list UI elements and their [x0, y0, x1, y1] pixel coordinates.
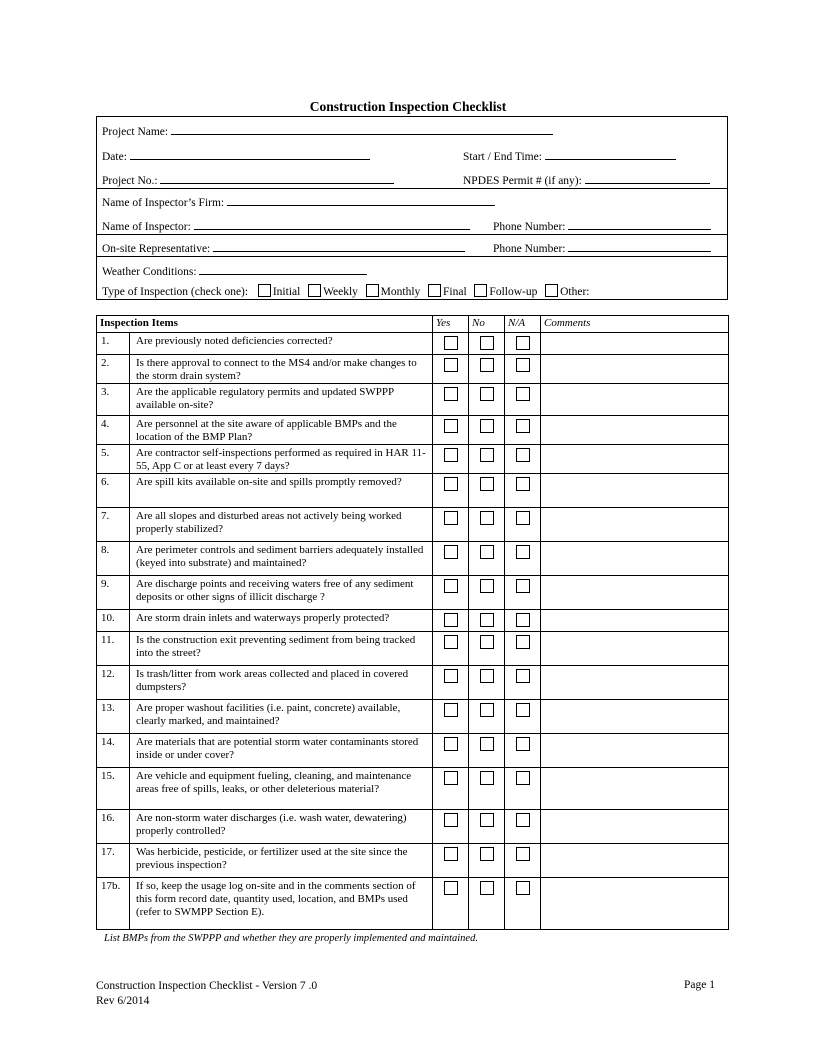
date-field[interactable]: [102, 148, 370, 163]
inspector-name-line[interactable]: [194, 218, 470, 230]
na-cell: [505, 666, 541, 700]
type-final-label: Final: [443, 286, 467, 298]
yes-cell: [433, 508, 469, 542]
na-cell: [505, 542, 541, 576]
inspector-phone-field[interactable]: [493, 218, 711, 233]
comments-cell[interactable]: [541, 734, 729, 768]
na-checkbox[interactable]: [516, 737, 530, 751]
item-question: Are discharge points and receiving waters free of any sediment deposits or other signs of illicit discharge ?: [130, 576, 433, 610]
item-question: Was herbicide, pesticide, or fertilizer used at the site since the previous inspection?: [130, 844, 433, 878]
item-number: 9.: [97, 576, 130, 610]
no-cell: [469, 768, 505, 810]
na-checkbox[interactable]: [516, 336, 530, 350]
table-row: [97, 666, 729, 700]
na-cell: [505, 355, 541, 384]
yes-cell: [433, 810, 469, 844]
yes-checkbox[interactable]: [444, 511, 458, 525]
date-line[interactable]: [130, 148, 370, 160]
item-number: 11.: [97, 632, 130, 666]
project-name-field[interactable]: [102, 123, 553, 138]
type-other-label: Other:: [560, 286, 590, 298]
start-end-time-field[interactable]: [463, 148, 676, 163]
na-checkbox[interactable]: [516, 545, 530, 559]
project-no-field[interactable]: [102, 172, 394, 187]
no-checkbox[interactable]: [480, 579, 494, 593]
yes-checkbox[interactable]: [444, 771, 458, 785]
no-cell: [469, 632, 505, 666]
item-number: 1.: [97, 333, 130, 355]
yes-checkbox[interactable]: [444, 635, 458, 649]
item-question: Are contractor self-inspections performed as required in HAR 11-55, App C or at least every 7 days?: [130, 445, 433, 474]
type-final-option[interactable]: [428, 286, 467, 298]
yes-checkbox[interactable]: [444, 477, 458, 491]
yes-cell: [433, 734, 469, 768]
comments-cell[interactable]: [541, 416, 729, 445]
no-checkbox[interactable]: [480, 813, 494, 827]
item-number: 16.: [97, 810, 130, 844]
item-question: Are proper washout facilities (i.e. paint, concrete) available, clearly marked, and maintained?: [130, 700, 433, 734]
checkbox[interactable]: [545, 284, 558, 297]
type-monthly-label: Monthly: [380, 286, 421, 298]
no-cell: [469, 333, 505, 355]
item-number: 3.: [97, 384, 130, 416]
inspector-phone-line[interactable]: [568, 218, 711, 230]
checkbox[interactable]: [258, 284, 271, 297]
na-checkbox[interactable]: [516, 847, 530, 861]
start-end-time-line[interactable]: [545, 148, 676, 160]
item-question: Are materials that are potential storm water contaminants stored inside or under cover?: [130, 734, 433, 768]
na-cell: [505, 333, 541, 355]
item-question: Are the applicable regulatory permits and updated SWPPP available on-site?: [130, 384, 433, 416]
table-row: [97, 474, 729, 508]
no-header: No: [469, 316, 505, 333]
inspector-name-field[interactable]: [102, 218, 470, 233]
npdes-permit-label: NPDES Permit # (if any):: [463, 175, 582, 187]
project-info-box: [96, 116, 728, 300]
item-number: 13.: [97, 700, 130, 734]
onsite-rep-label: On-site Representative:: [102, 243, 211, 255]
yes-checkbox[interactable]: [444, 847, 458, 861]
checkbox[interactable]: [366, 284, 379, 297]
yes-checkbox[interactable]: [444, 336, 458, 350]
yes-checkbox[interactable]: [444, 613, 458, 627]
na-checkbox[interactable]: [516, 448, 530, 462]
table-row: [97, 700, 729, 734]
table-row: [97, 632, 729, 666]
na-cell: [505, 844, 541, 878]
comments-cell[interactable]: [541, 768, 729, 810]
na-cell: [505, 700, 541, 734]
yes-checkbox[interactable]: [444, 358, 458, 372]
comments-cell[interactable]: [541, 878, 729, 930]
no-checkbox[interactable]: [480, 613, 494, 627]
yes-checkbox[interactable]: [444, 448, 458, 462]
na-checkbox[interactable]: [516, 419, 530, 433]
yes-cell: [433, 384, 469, 416]
start-end-time-label: Start / End Time:: [463, 151, 542, 163]
inspector-name-label: Name of Inspector:: [102, 221, 191, 233]
yes-checkbox[interactable]: [444, 737, 458, 751]
yes-cell: [433, 768, 469, 810]
item-number: 2.: [97, 355, 130, 384]
no-cell: [469, 576, 505, 610]
table-row: [97, 576, 729, 610]
no-checkbox[interactable]: [480, 545, 494, 559]
comments-cell[interactable]: [541, 384, 729, 416]
no-cell: [469, 844, 505, 878]
no-checkbox[interactable]: [480, 737, 494, 751]
item-number: 7.: [97, 508, 130, 542]
bmp-note: List BMPs from the SWPPP and whether they are properly implemented and maintained.: [104, 933, 478, 944]
no-cell: [469, 542, 505, 576]
table-row: [97, 734, 729, 768]
no-checkbox[interactable]: [480, 448, 494, 462]
yes-cell: [433, 700, 469, 734]
divider: [97, 188, 727, 189]
yes-checkbox[interactable]: [444, 703, 458, 717]
na-cell: [505, 810, 541, 844]
table-row: [97, 542, 729, 576]
type-weekly-option[interactable]: [308, 286, 358, 298]
no-checkbox[interactable]: [480, 358, 494, 372]
comments-cell[interactable]: [541, 666, 729, 700]
no-checkbox[interactable]: [480, 387, 494, 401]
na-cell: [505, 576, 541, 610]
item-question: Are perimeter controls and sediment barriers adequately installed (keyed into substrate) and maintained?: [130, 542, 433, 576]
na-checkbox[interactable]: [516, 881, 530, 895]
footer-revision: Rev 6/2014: [96, 995, 150, 1007]
table-row: [97, 333, 729, 355]
divider: [97, 234, 727, 235]
footer-left: [96, 979, 317, 1009]
table-row: [97, 355, 729, 384]
item-number: 12.: [97, 666, 130, 700]
divider: [97, 256, 727, 257]
yes-cell: [433, 445, 469, 474]
type-initial-label: Initial: [272, 286, 301, 298]
na-checkbox[interactable]: [516, 635, 530, 649]
yes-cell: [433, 333, 469, 355]
inspection-type-label: Type of Inspection (check one):: [102, 286, 249, 298]
no-cell: [469, 810, 505, 844]
item-number: 10.: [97, 610, 130, 632]
item-question: Are all slopes and disturbed areas not actively being worked properly stabilized?: [130, 508, 433, 542]
table-row: [97, 416, 729, 445]
no-cell: [469, 878, 505, 930]
table-row: [97, 810, 729, 844]
comments-cell[interactable]: [541, 508, 729, 542]
na-checkbox[interactable]: [516, 358, 530, 372]
onsite-phone-line[interactable]: [568, 240, 711, 252]
no-cell: [469, 416, 505, 445]
no-checkbox[interactable]: [480, 703, 494, 717]
comments-cell[interactable]: [541, 576, 729, 610]
inspector-phone-label: Phone Number:: [493, 221, 566, 233]
no-checkbox[interactable]: [480, 419, 494, 433]
table-row: [97, 384, 729, 416]
na-cell: [505, 878, 541, 930]
no-cell: [469, 445, 505, 474]
inspection-items-header: Inspection Items: [97, 316, 433, 333]
na-checkbox[interactable]: [516, 387, 530, 401]
na-checkbox[interactable]: [516, 511, 530, 525]
onsite-phone-label: Phone Number:: [493, 243, 566, 255]
table-row: [97, 445, 729, 474]
checkbox[interactable]: [474, 284, 487, 297]
comments-cell[interactable]: [541, 810, 729, 844]
yes-cell: [433, 878, 469, 930]
comments-cell[interactable]: [541, 333, 729, 355]
yes-checkbox[interactable]: [444, 419, 458, 433]
yes-cell: [433, 610, 469, 632]
table-row: [97, 768, 729, 810]
comments-cell[interactable]: [541, 844, 729, 878]
no-checkbox[interactable]: [480, 847, 494, 861]
weather-label: Weather Conditions:: [102, 266, 197, 278]
footer-version: Construction Inspection Checklist - Version 7 .0: [96, 980, 318, 992]
na-cell: [505, 384, 541, 416]
document-title: Construction Inspection Checklist: [309, 99, 507, 114]
inspector-firm-field[interactable]: [102, 194, 495, 209]
item-number: 5.: [97, 445, 130, 474]
item-question: Are storm drain inlets and waterways properly protected?: [130, 610, 433, 632]
na-cell: [505, 508, 541, 542]
no-cell: [469, 474, 505, 508]
weather-field[interactable]: [102, 263, 367, 278]
onsite-rep-line[interactable]: [213, 240, 465, 252]
type-monthly-option[interactable]: [366, 286, 421, 298]
na-checkbox[interactable]: [516, 813, 530, 827]
no-cell: [469, 666, 505, 700]
project-name-line[interactable]: [171, 123, 553, 135]
type-other-option[interactable]: [545, 286, 589, 298]
type-followup-option[interactable]: [474, 286, 537, 298]
na-cell: [505, 632, 541, 666]
no-checkbox[interactable]: [480, 511, 494, 525]
no-cell: [469, 610, 505, 632]
no-checkbox[interactable]: [480, 477, 494, 491]
na-header: N/A: [505, 316, 541, 333]
item-question: Are personnel at the site aware of applicable BMPs and the location of the BMP Plan?: [130, 416, 433, 445]
na-cell: [505, 445, 541, 474]
item-question: If so, keep the usage log on-site and in the comments section of this form record date, quantity used, location, and BMPs used (refer to SWMPP Section E).: [130, 878, 433, 930]
na-checkbox[interactable]: [516, 579, 530, 593]
yes-checkbox[interactable]: [444, 545, 458, 559]
yes-cell: [433, 355, 469, 384]
item-number: 17b.: [97, 878, 130, 930]
item-question: Is there approval to connect to the MS4 and/or make changes to the storm drain system?: [130, 355, 433, 384]
no-cell: [469, 508, 505, 542]
item-question: Is the construction exit preventing sediment from being tracked into the street?: [130, 632, 433, 666]
yes-header: Yes: [433, 316, 469, 333]
na-cell: [505, 474, 541, 508]
checkbox[interactable]: [308, 284, 321, 297]
inspector-firm-label: Name of Inspector’s Firm:: [102, 197, 225, 209]
npdes-permit-line[interactable]: [585, 172, 710, 184]
type-followup-label: Follow-up: [489, 286, 538, 298]
no-cell: [469, 384, 505, 416]
table-row: [97, 878, 729, 930]
footer-page-number: Page 1: [684, 979, 715, 991]
onsite-phone-field[interactable]: [493, 240, 711, 255]
yes-cell: [433, 576, 469, 610]
inspection-type-row: [102, 284, 589, 298]
comments-cell[interactable]: [541, 610, 729, 632]
comments-header: Comments: [541, 316, 729, 333]
na-cell: [505, 768, 541, 810]
project-no-line[interactable]: [160, 172, 394, 184]
project-name-label: Project Name:: [102, 126, 169, 138]
item-number: 6.: [97, 474, 130, 508]
comments-cell[interactable]: [541, 700, 729, 734]
yes-cell: [433, 542, 469, 576]
na-checkbox[interactable]: [516, 477, 530, 491]
item-number: 8.: [97, 542, 130, 576]
no-cell: [469, 700, 505, 734]
no-checkbox[interactable]: [480, 881, 494, 895]
na-cell: [505, 610, 541, 632]
no-checkbox[interactable]: [480, 669, 494, 683]
table-header-row: [97, 316, 729, 333]
type-initial-option[interactable]: [258, 286, 300, 298]
inspector-firm-line[interactable]: [227, 194, 495, 206]
na-cell: [505, 416, 541, 445]
no-cell: [469, 355, 505, 384]
comments-cell[interactable]: [541, 542, 729, 576]
na-cell: [505, 734, 541, 768]
project-no-label: Project No.:: [102, 175, 158, 187]
no-cell: [469, 734, 505, 768]
item-question: Is trash/litter from work areas collected and placed in covered dumpsters?: [130, 666, 433, 700]
yes-checkbox[interactable]: [444, 669, 458, 683]
na-checkbox[interactable]: [516, 771, 530, 785]
yes-checkbox[interactable]: [444, 387, 458, 401]
table-row: [97, 508, 729, 542]
date-label: Date:: [102, 151, 127, 163]
yes-cell: [433, 416, 469, 445]
type-weekly-label: Weekly: [323, 286, 358, 298]
table-row: [97, 610, 729, 632]
item-question: Are spill kits available on-site and spills promptly removed?: [130, 474, 433, 508]
comments-cell[interactable]: [541, 355, 729, 384]
yes-checkbox[interactable]: [444, 579, 458, 593]
table-row: [97, 844, 729, 878]
item-number: 17.: [97, 844, 130, 878]
comments-cell[interactable]: [541, 474, 729, 508]
item-question: Are vehicle and equipment fueling, cleaning, and maintenance areas free of spills, leaks, or other deleterious material?: [130, 768, 433, 810]
comments-cell[interactable]: [541, 445, 729, 474]
npdes-permit-field[interactable]: [463, 172, 710, 187]
na-checkbox[interactable]: [516, 613, 530, 627]
comments-cell[interactable]: [541, 632, 729, 666]
yes-cell: [433, 844, 469, 878]
onsite-rep-field[interactable]: [102, 240, 465, 255]
no-checkbox[interactable]: [480, 771, 494, 785]
no-checkbox[interactable]: [480, 336, 494, 350]
yes-cell: [433, 666, 469, 700]
yes-cell: [433, 632, 469, 666]
no-checkbox[interactable]: [480, 635, 494, 649]
item-question: Are previously noted deficiencies corrected?: [130, 333, 433, 355]
yes-checkbox[interactable]: [444, 813, 458, 827]
item-number: 4.: [97, 416, 130, 445]
item-number: 14.: [97, 734, 130, 768]
item-question: Are non-storm water discharges (i.e. wash water, dewatering) properly controlled?: [130, 810, 433, 844]
na-checkbox[interactable]: [516, 703, 530, 717]
na-checkbox[interactable]: [516, 669, 530, 683]
checkbox[interactable]: [428, 284, 441, 297]
yes-cell: [433, 474, 469, 508]
item-number: 15.: [97, 768, 130, 810]
yes-checkbox[interactable]: [444, 881, 458, 895]
weather-line[interactable]: [199, 263, 367, 275]
inspection-items-table: [96, 315, 729, 930]
